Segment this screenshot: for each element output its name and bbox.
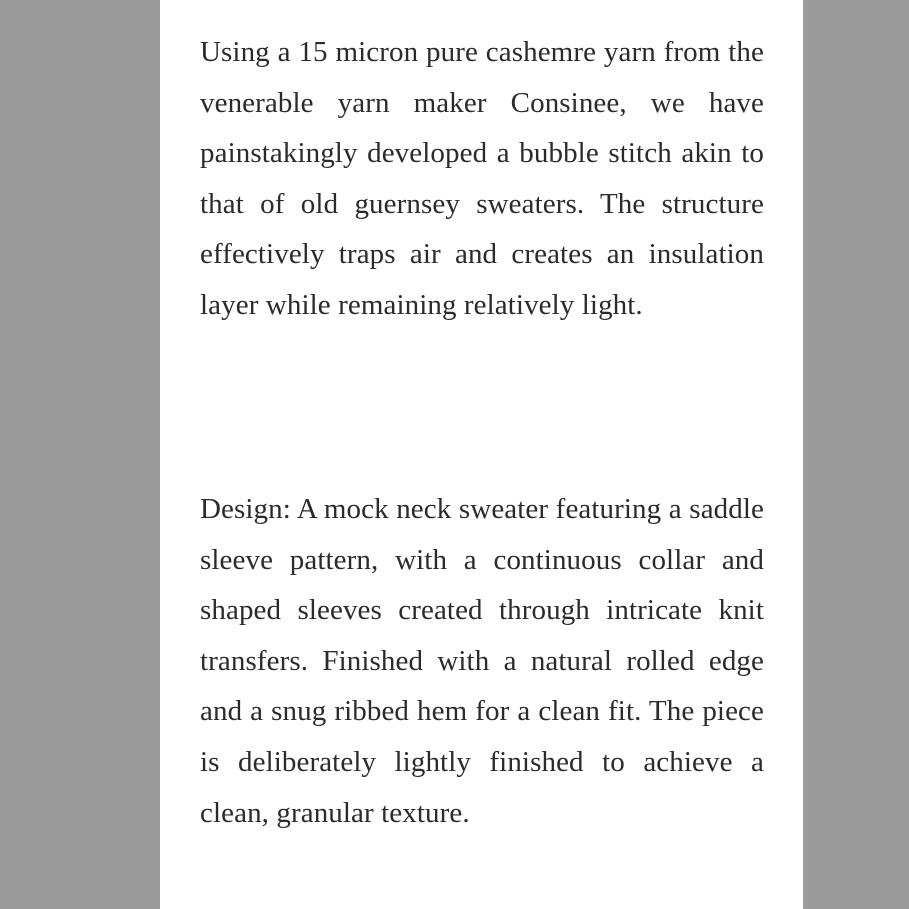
paragraph-design: Design: A mock neck sweater featuring a saddle sleeve pattern, with a continuous collar and shaped sleeves created through intricate knit transfers. Finished with a natural rolled edge and a snug ribbed hem for a clean fit. The piece is deliberately lightly finished to achieve a clean, granular texture. — [200, 493, 764, 829]
document-page — [160, 0, 803, 909]
paragraph-material: Using a 15 micron pure cashemre yarn from the venerable yarn maker Consinee, we have painstakingly developed a bubble stitch akin to that of old guernsey sweaters. The structure effectively traps air and creates an insulation layer while remaining relatively light. — [200, 36, 764, 321]
